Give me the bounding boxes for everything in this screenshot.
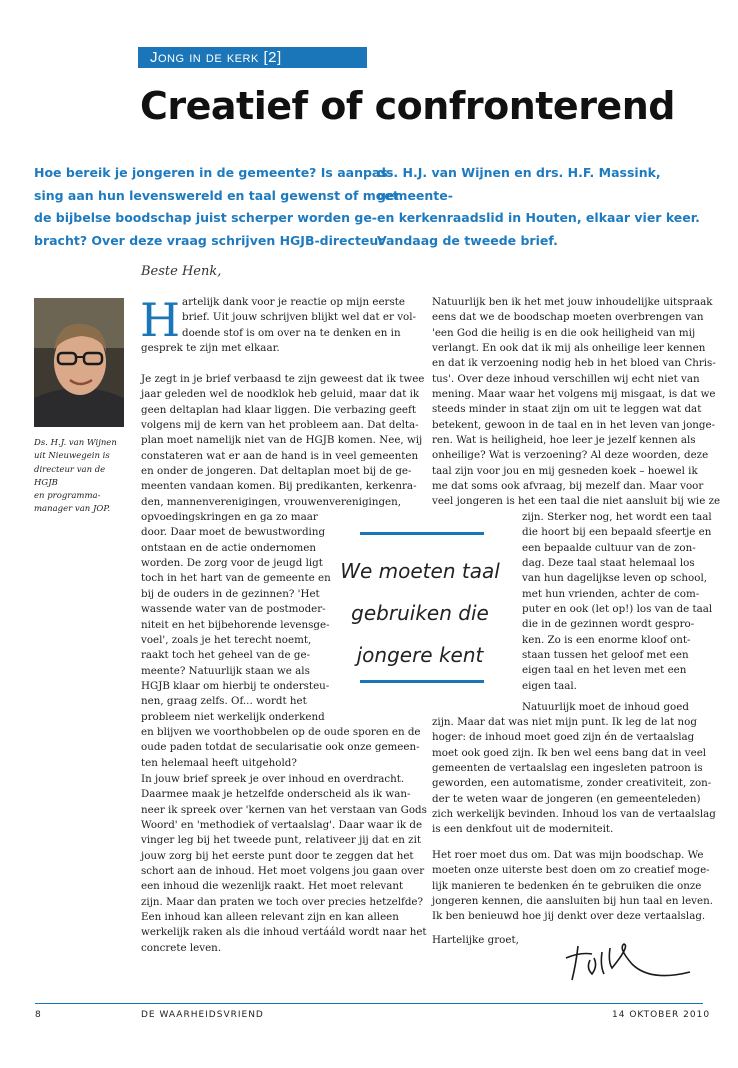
intro-line: bracht? Over deze vraag schrijven HGJB-directeur [34,232,385,248]
caption-line: manager van JOP. [34,504,111,515]
text-line: plan moet namelijk niet van de HGJB komen. Nee, wij [141,434,423,447]
text-line: opvoedingskringen en ga zo maar [141,511,318,524]
text-line: Woord' en 'methodiek of vertaalslag'. Daar waar ik de [141,819,423,832]
text-line: en dat ik verzoening nodig heb in het bloed van Chris- [432,357,716,370]
text-line: Natuurlijk ben ik het met jouw inhoudelijke uitspraak [432,296,713,308]
text-line: eens dat we de boodschap moeten overbrengen van [432,311,704,324]
quote-line: We moeten taal [340,559,500,583]
pullquote-rule-top [360,532,484,535]
text-line: is een denkfout uit de moderniteit. [432,823,614,836]
text-line: eigen taal en het leven met een [522,664,687,677]
intro-line: Vandaag de tweede brief. [377,232,558,248]
footer-rule [35,1003,703,1004]
text-line: den, mannenverenigingen, vrouwenverenigingen, [141,495,402,508]
text-line: meente? Natuurlijk staan we als [141,664,310,677]
text-line: gemeenten de vertaalslag een ingesleten patroon is [432,762,703,775]
text-line: moet ook goed zijn. Ik ben wel eens bang dat in veel [432,746,707,759]
closing [432,933,519,948]
text-line: ken. Zo is een enorme kloof ont- [522,633,691,646]
intro-line: de bijbelse boodschap juist scherper worden ge- [34,210,377,225]
text-line: meenten vandaan komen. Bij predikanten, kerkenra- [141,480,417,493]
text-line: zijn. Sterker nog, het wordt een taal [522,511,712,523]
text-line: hoger: de inhoud moet goed zijn én de vertaalslag [432,731,695,744]
intro-line: en kerkenraadslid in Houten, elkaar vier keer. [377,210,700,225]
text-line: jongeren kennen, die aansluiten bij hun taal en leven. [432,895,713,908]
quote-line: gebruiken die [351,601,489,625]
text-line: met hun vrienden, achter de com- [522,587,700,600]
text-line: voel', zoals je het terecht noemt, [141,633,312,646]
text-line: tus'. Over deze inhoud verschillen wij echt niet van [432,372,700,385]
text-line: Een inhoud kan alleen relevant zijn en kan alleen [141,911,399,924]
text-line: neer ik spreek over 'kernen van het verstaan van Gods [141,803,427,816]
text-line: moeten onze uiterste best doen om zo creatief moge- [432,864,710,877]
text-line: en onder de jongeren. Dat deltaplan moet bij de ge- [141,465,412,478]
caption-line: Ds. H.J. van Wijnen [34,438,117,448]
text-line: HGJB klaar om hierbij te ondersteu- [141,679,330,692]
text-line: jouw zorg bij het eerste punt door te zeggen dat het [141,849,414,862]
text-line: oude paden totdat de secularisatie ook onze gemeen- [141,741,420,754]
text-line: probleem niet werkelijk onderkend [141,710,325,723]
pull-quote [330,550,510,676]
text-line: vinger leg bij het tweede punt, relativeer jij dat en zit [141,834,422,847]
text-line: Natuurlijk moet de inhoud goed [522,701,689,713]
publication-name: DE WAARHEIDSVRIEND [141,1010,264,1020]
text-line: me dat soms ook afvraag, bij mezelf dan. Maar voor [432,480,704,493]
text-line: die in de gezinnen wordt gespro- [522,618,695,631]
pullquote-rule-bottom [360,680,484,683]
text-line: ten helemaal heeft uitgehold? [141,756,297,769]
text-line: van hun dagelijkse leven op school, [522,572,708,585]
text-line: worden. De zorg voor de jeugd ligt [141,557,323,570]
col2-para2 [432,715,716,838]
text-line: veel jongeren is het een taal die niet aansluit bij wie ze [432,495,721,508]
text-line: die hoort bij een bepaald sfeertje en [522,526,712,539]
text-line: Ik ben benieuwd hoe jij denkt over deze vertaalslag. [432,910,706,923]
text-line: raakt toch het geheel van de ge- [141,649,311,662]
intro-left [34,162,399,252]
col2-para3 [432,848,713,925]
text-line: ontstaan en de actie ondernomen [141,541,316,554]
text-line: onheilige? Wat is verzoening? Al deze woorden, deze [432,449,709,462]
text-line: geen deltaplan had klaar liggen. Die verbazing geeft [141,403,416,416]
text-line: dag. Deze taal staat helemaal los [522,557,695,570]
text-line: In jouw brief spreek je over inhoud en overdracht. [141,773,405,785]
quote-line: jongere kent [356,643,484,667]
text-line: volgens mij de kern van het probleem aan. Dat delta- [141,419,419,432]
text-line: ren. Wat is heiligheid, hoe leer je jezelf kennen als [432,434,696,447]
col1-opening-end [141,341,280,356]
text-line: brief. Uit jouw schrijven blijkt wel dat er vol- [182,311,417,324]
intro-line: Hoe bereik je jongeren in de gemeente? Is aanpas- [34,165,393,180]
series-label: Jong in de kerk [2] [138,47,367,68]
text-line: door. Daar moet de bewustwording [141,526,326,539]
text-line: jaar geleden wel de noodklok heb geluid, maar dat ik [141,388,420,401]
col2-para1 [432,295,720,510]
text-line: mening. Maar waar het volgens mij misgaat, is dat we [432,388,716,401]
text-line: staan tussen het geloof met een [522,649,689,662]
text-line: puter en ook (let op!) los van de taal [522,603,713,616]
text-line: gesprek te zijn met elkaar. [141,342,280,354]
text-line: en blijven we voorthobbelen op de oude sporen en de [141,725,421,738]
text-line: verlangt. En ook dat ik mij als onheilige leer kennen [432,342,706,355]
photo-caption [34,437,126,517]
text-line: zich werkelijk bevinden. Inhoud los van de vertaalslag [432,808,716,821]
text-line: Daarmee maak je hetzelfde onderscheid als ik wan- [141,788,411,801]
page-number: 8 [35,1010,42,1020]
text-line: Je zegt in je brief verbaasd te zijn geweest dat ik twee [141,373,425,385]
greeting: Beste Henk, [141,264,222,279]
drop-cap: H [140,293,181,347]
col1-para3 [141,772,427,956]
text-line: bij de ouders in de gezinnen? 'Het [141,587,320,600]
text-line: taal zijn voor jou en mij gesneden koek – hoewel ik [432,464,698,477]
intro-right [377,162,738,252]
caption-line: uit Nieuwegein is [34,451,110,462]
caption-line: directeur van de HGJB [34,464,106,488]
text-line: werkelijk raken als die inhoud vertááld wordt naar het [141,926,427,939]
text-line: wassende water van de postmoder- [141,603,326,616]
text-line: concrete leven. [141,941,222,954]
intro-line: sing aan hun levenswereld en taal gewenst of moet [34,187,399,203]
text-line: een inhoud die wezenlijk raakt. Het moet relevant [141,880,404,893]
text-line: artelijk dank voor je reactie op mijn eerste [182,296,405,308]
text-line: der te weten waar de jongeren (en gemeenteleden) [432,792,701,805]
text-line: lijk manieren te bedenken én te gebruiken die onze [432,879,702,892]
text-line: geworden, een automatisme, zonder creativiteit, zon- [432,777,712,790]
text-line: zijn. Maar dan praten we toch over precies hetzelfde? [141,895,424,908]
caption-line: en programma- [34,491,101,502]
text-line: een bepaalde cultuur van de zon- [522,541,696,554]
closing-line: Hartelijke groet, [432,934,519,946]
text-line: toch in het hart van de gemeente en [141,572,331,585]
col2-narrow [522,510,712,694]
col1-opening [182,295,416,341]
text-line: Het roer moet dus om. Dat was mijn boodschap. We [432,849,704,861]
text-line: 'een God die heilig is en die ook heiligheid van mij [432,326,696,339]
issue-date: 14 OKTOBER 2010 [612,1010,711,1020]
signature [540,938,710,988]
intro-line: ds. H.J. van Wijnen en drs. H.F. Massink, gemeente- [377,165,661,203]
text-line: constateren wat er aan de hand is in veel gemeenten [141,449,419,462]
text-line: doende stof is om over na te denken en in [182,326,401,339]
col2-narrow-2 [522,700,689,715]
text-line: niteit en het bijbehorende levensge- [141,618,330,631]
text-line: zijn. Maar dat was niet mijn punt. Ik leg de lat nog [432,716,697,728]
text-line: eigen taal. [522,679,577,692]
text-line: schort aan de inhoud. Het moet volgens jou gaan over [141,865,425,878]
text-line: betekent, gewoon in de taal en in het leven van jonge- [432,418,716,431]
text-line: nen, graag zelfs. Of... wordt het [141,695,307,708]
author-photo [34,298,124,427]
headline: Creatief of confronterend [140,84,675,128]
text-line: steeds minder in staat zijn om uit te leggen wat dat [432,403,702,416]
